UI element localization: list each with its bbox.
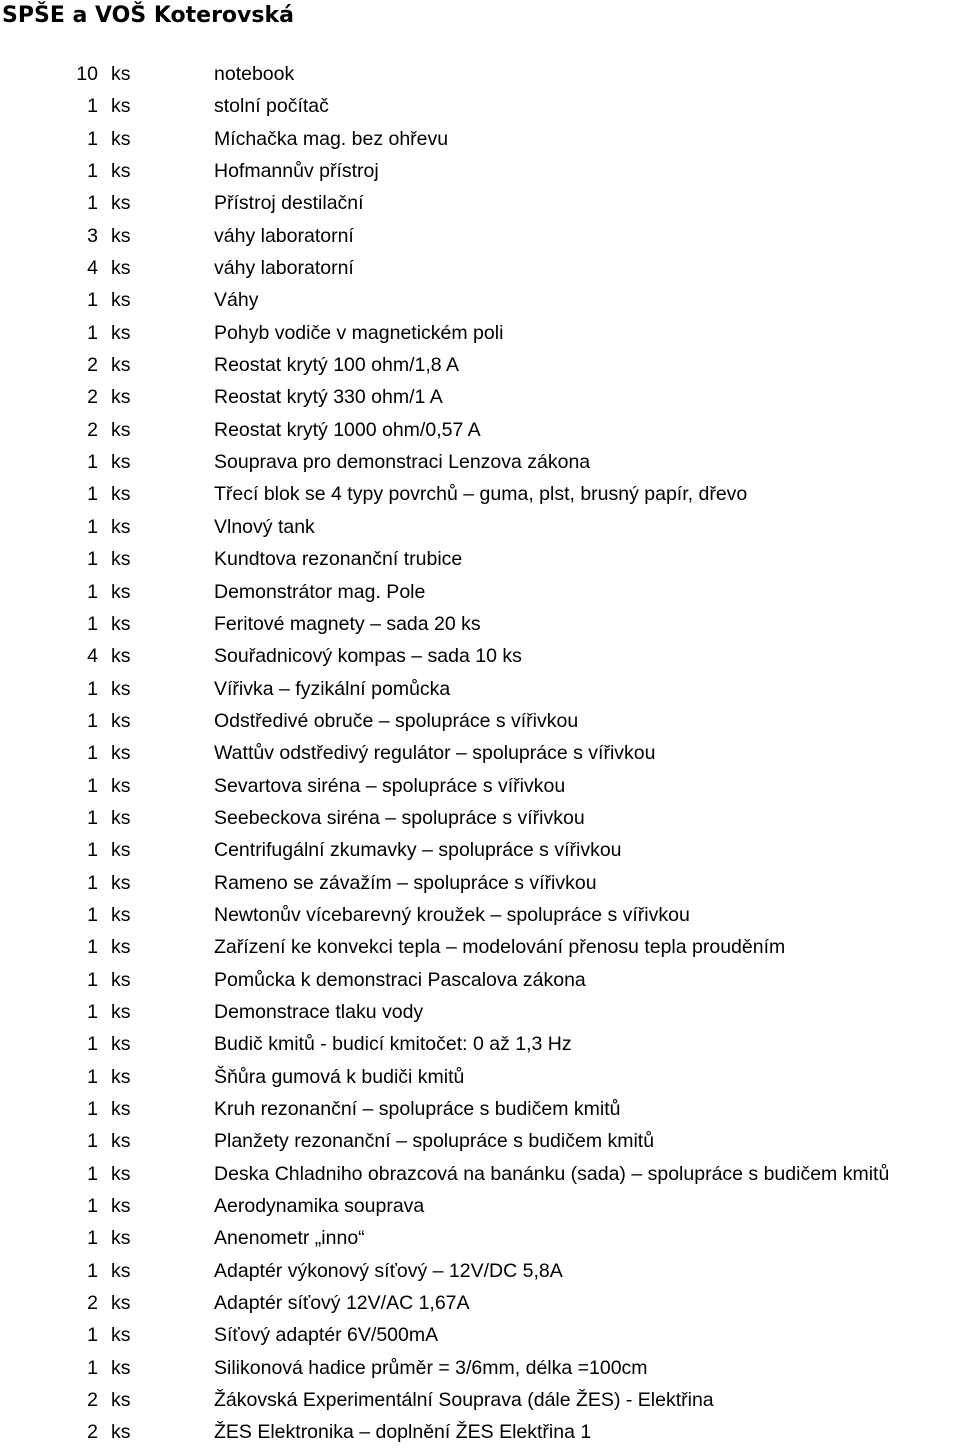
item-quantity: 1	[87, 742, 98, 765]
equipment-list	[0, 58, 960, 1449]
list-item	[0, 834, 960, 866]
item-description: Centrifugální zkumavky – spolupráce s vířivkou	[214, 839, 622, 862]
list-item	[0, 1190, 960, 1222]
item-quantity: 1	[87, 968, 98, 991]
item-description: Souprava pro demonstraci Lenzova zákona	[214, 451, 591, 474]
list-item	[0, 1384, 960, 1416]
item-unit: ks	[111, 709, 131, 732]
list-item	[0, 349, 960, 381]
item-description: Seebeckova siréna – spolupráce s vířivkou	[214, 806, 585, 829]
item-description: Míchačka mag. bez ohřevu	[214, 127, 449, 150]
item-unit: ks	[111, 1033, 131, 1056]
item-quantity: 4	[87, 257, 98, 280]
item-unit: ks	[111, 580, 131, 603]
list-item	[0, 705, 960, 737]
list-item	[0, 446, 960, 478]
list-item	[0, 899, 960, 931]
list-item	[0, 576, 960, 608]
item-quantity: 1	[87, 677, 98, 700]
item-description: notebook	[214, 63, 295, 85]
item-description: Síťový adaptér 6V/500mA	[214, 1324, 439, 1347]
item-quantity: 1	[87, 1227, 98, 1250]
item-quantity: 2	[87, 1389, 98, 1412]
item-unit: ks	[111, 1098, 131, 1120]
item-description: Váhy	[214, 289, 259, 312]
item-quantity: 10	[76, 63, 98, 85]
item-unit: ks	[111, 1065, 131, 1088]
list-item	[0, 511, 960, 543]
item-description: Aerodynamika souprava	[214, 1195, 425, 1218]
item-unit: ks	[111, 548, 131, 571]
item-unit: ks	[111, 418, 131, 441]
item-unit: ks	[111, 1000, 131, 1023]
item-unit: ks	[111, 515, 131, 538]
item-unit: ks	[111, 1292, 131, 1315]
item-quantity: 1	[87, 321, 98, 344]
item-description: váhy laboratorní	[214, 224, 354, 247]
item-quantity: 3	[87, 224, 98, 247]
item-description: Demonstrace tlaku vody	[214, 1000, 424, 1023]
list-item	[0, 996, 960, 1028]
item-description: Deska Chladniho obrazcová na banánku (sada) – spolupráce s budičem kmitů	[214, 1162, 890, 1185]
item-quantity: 4	[87, 645, 98, 668]
item-unit: ks	[111, 1130, 131, 1153]
item-quantity: 1	[87, 936, 98, 959]
item-unit: ks	[111, 1356, 131, 1379]
list-item	[0, 1287, 960, 1319]
list-item	[0, 964, 960, 996]
item-quantity: 1	[87, 451, 98, 474]
list-item	[0, 1352, 960, 1384]
item-description: Přístroj destilační	[214, 192, 364, 215]
item-description: Budič kmitů - budicí kmitočet: 0 až 1,3 Hz	[214, 1033, 572, 1056]
item-unit: ks	[111, 354, 131, 377]
list-item	[0, 414, 960, 446]
item-unit: ks	[111, 645, 131, 668]
list-item	[0, 543, 960, 575]
item-quantity: 1	[87, 1162, 98, 1185]
item-quantity: 1	[87, 1324, 98, 1347]
item-description: Žákovská Experimentální Souprava (dále ŽES) - Elektřina	[214, 1389, 714, 1412]
item-description: Odstředivé obruče – spolupráce s vířivkou	[214, 709, 579, 732]
item-description: Feritové magnety – sada 20 ks	[214, 612, 481, 635]
list-item	[0, 802, 960, 834]
list-item	[0, 478, 960, 510]
item-description: Třecí blok se 4 typy povrchů – guma, plst, brusný papír, dřevo	[214, 483, 748, 506]
item-unit: ks	[111, 289, 131, 312]
list-item	[0, 1255, 960, 1287]
item-description: Sevartova siréna – spolupráce s vířivkou	[214, 774, 566, 797]
item-quantity: 1	[87, 95, 98, 118]
item-quantity: 1	[87, 1033, 98, 1056]
item-unit: ks	[111, 1324, 131, 1347]
list-item	[0, 317, 960, 349]
list-item	[0, 90, 960, 122]
list-item	[0, 1158, 960, 1190]
item-unit: ks	[111, 95, 131, 118]
item-unit: ks	[111, 321, 131, 344]
item-description: Demonstrátor mag. Pole	[214, 580, 426, 603]
item-unit: ks	[111, 968, 131, 991]
page-title: SPŠE a VOŠ Koterovská	[2, 3, 294, 28]
item-description: Anenometr „inno“	[214, 1227, 365, 1250]
item-quantity: 1	[87, 515, 98, 538]
item-unit: ks	[111, 160, 131, 183]
item-quantity: 1	[87, 774, 98, 797]
item-unit: ks	[111, 451, 131, 474]
list-item	[0, 381, 960, 413]
item-unit: ks	[111, 677, 131, 700]
item-description: váhy laboratorní	[214, 257, 354, 280]
item-quantity: 1	[87, 192, 98, 215]
item-quantity: 2	[87, 418, 98, 441]
item-description: Newtonův vícebarevný kroužek – spolupráce s vířivkou	[214, 903, 690, 926]
list-item	[0, 1061, 960, 1093]
item-description: Hofmannův přístroj	[214, 160, 379, 183]
list-item	[0, 867, 960, 899]
item-quantity: 1	[87, 612, 98, 635]
item-description: ŽES Elektronika – doplnění ŽES Elektřina 1	[214, 1421, 592, 1444]
item-unit: ks	[111, 742, 131, 765]
item-quantity: 1	[87, 160, 98, 183]
item-quantity: 2	[87, 354, 98, 377]
list-item	[0, 123, 960, 155]
list-item	[0, 770, 960, 802]
list-item	[0, 640, 960, 672]
item-description: Pomůcka k demonstraci Pascalova zákona	[214, 968, 586, 991]
list-item	[0, 931, 960, 963]
list-item	[0, 58, 960, 90]
item-quantity: 1	[87, 580, 98, 603]
item-unit: ks	[111, 1389, 131, 1412]
item-quantity: 1	[87, 1000, 98, 1023]
item-description: Planžety rezonanční – spolupráce s budičem kmitů	[214, 1130, 655, 1153]
list-item	[0, 1093, 960, 1125]
item-description: Wattův odstředivý regulátor – spolupráce s vířivkou	[214, 742, 656, 765]
item-description: Reostat krytý 1000 ohm/0,57 A	[214, 418, 481, 441]
list-item	[0, 1222, 960, 1254]
item-description: Rameno se závažím – spolupráce s vířivkou	[214, 871, 597, 894]
item-quantity: 1	[87, 903, 98, 926]
item-description: Vlnový tank	[214, 515, 315, 538]
item-unit: ks	[111, 1195, 131, 1218]
list-item	[0, 187, 960, 219]
item-unit: ks	[111, 192, 131, 215]
item-quantity: 1	[87, 127, 98, 150]
item-unit: ks	[111, 839, 131, 862]
item-quantity: 2	[87, 1292, 98, 1315]
item-description: Šňůra gumová k budiči kmitů	[214, 1065, 465, 1088]
item-quantity: 1	[87, 1195, 98, 1218]
item-unit: ks	[111, 257, 131, 280]
item-unit: ks	[111, 871, 131, 894]
item-unit: ks	[111, 1421, 131, 1444]
item-quantity: 1	[87, 839, 98, 862]
item-unit: ks	[111, 483, 131, 506]
list-item	[0, 1028, 960, 1060]
list-item	[0, 1319, 960, 1351]
item-unit: ks	[111, 1227, 131, 1250]
item-unit: ks	[111, 806, 131, 829]
item-unit: ks	[111, 386, 131, 409]
item-quantity: 2	[87, 386, 98, 409]
item-description: Reostat krytý 330 ohm/1 A	[214, 386, 443, 409]
item-unit: ks	[111, 1259, 131, 1282]
item-quantity: 1	[87, 1259, 98, 1282]
item-unit: ks	[111, 127, 131, 150]
item-quantity: 1	[87, 1098, 98, 1120]
item-quantity: 1	[87, 1065, 98, 1088]
item-quantity: 1	[87, 483, 98, 506]
item-description: Silikonová hadice průměr = 3/6mm, délka =100cm	[214, 1356, 648, 1379]
item-quantity: 1	[87, 806, 98, 829]
list-item	[0, 284, 960, 316]
item-unit: ks	[111, 1162, 131, 1185]
item-description: Souřadnicový kompas – sada 10 ks	[214, 645, 522, 668]
item-quantity: 1	[87, 289, 98, 312]
item-description: stolní počítač	[214, 95, 329, 118]
list-item	[0, 155, 960, 187]
item-unit: ks	[111, 612, 131, 635]
item-quantity: 1	[87, 548, 98, 571]
item-description: Kruh rezonanční – spolupráce s budičem kmitů	[214, 1098, 621, 1120]
item-description: Zařízení ke konvekci tepla – modelování přenosu tepla prouděním	[214, 936, 786, 959]
item-description: Adaptér výkonový síťový – 12V/DC 5,8A	[214, 1259, 563, 1282]
item-description: Adaptér síťový 12V/AC 1,67A	[214, 1292, 470, 1315]
list-item	[0, 737, 960, 769]
list-item	[0, 220, 960, 252]
list-item	[0, 1125, 960, 1157]
list-item	[0, 252, 960, 284]
item-description: Pohyb vodiče v magnetickém poli	[214, 321, 504, 344]
item-description: Reostat krytý 100 ohm/1,8 A	[214, 354, 459, 377]
item-quantity: 2	[87, 1421, 98, 1444]
list-item	[0, 673, 960, 705]
item-quantity: 1	[87, 1130, 98, 1153]
item-description: Kundtova rezonanční trubice	[214, 548, 463, 571]
item-quantity: 1	[87, 709, 98, 732]
item-quantity: 1	[87, 1356, 98, 1379]
item-unit: ks	[111, 936, 131, 959]
item-unit: ks	[111, 903, 131, 926]
item-unit: ks	[111, 774, 131, 797]
item-unit: ks	[111, 63, 131, 85]
item-quantity: 1	[87, 871, 98, 894]
item-description: Vířivka – fyzikální pomůcka	[214, 677, 451, 700]
item-unit: ks	[111, 224, 131, 247]
list-item	[0, 608, 960, 640]
